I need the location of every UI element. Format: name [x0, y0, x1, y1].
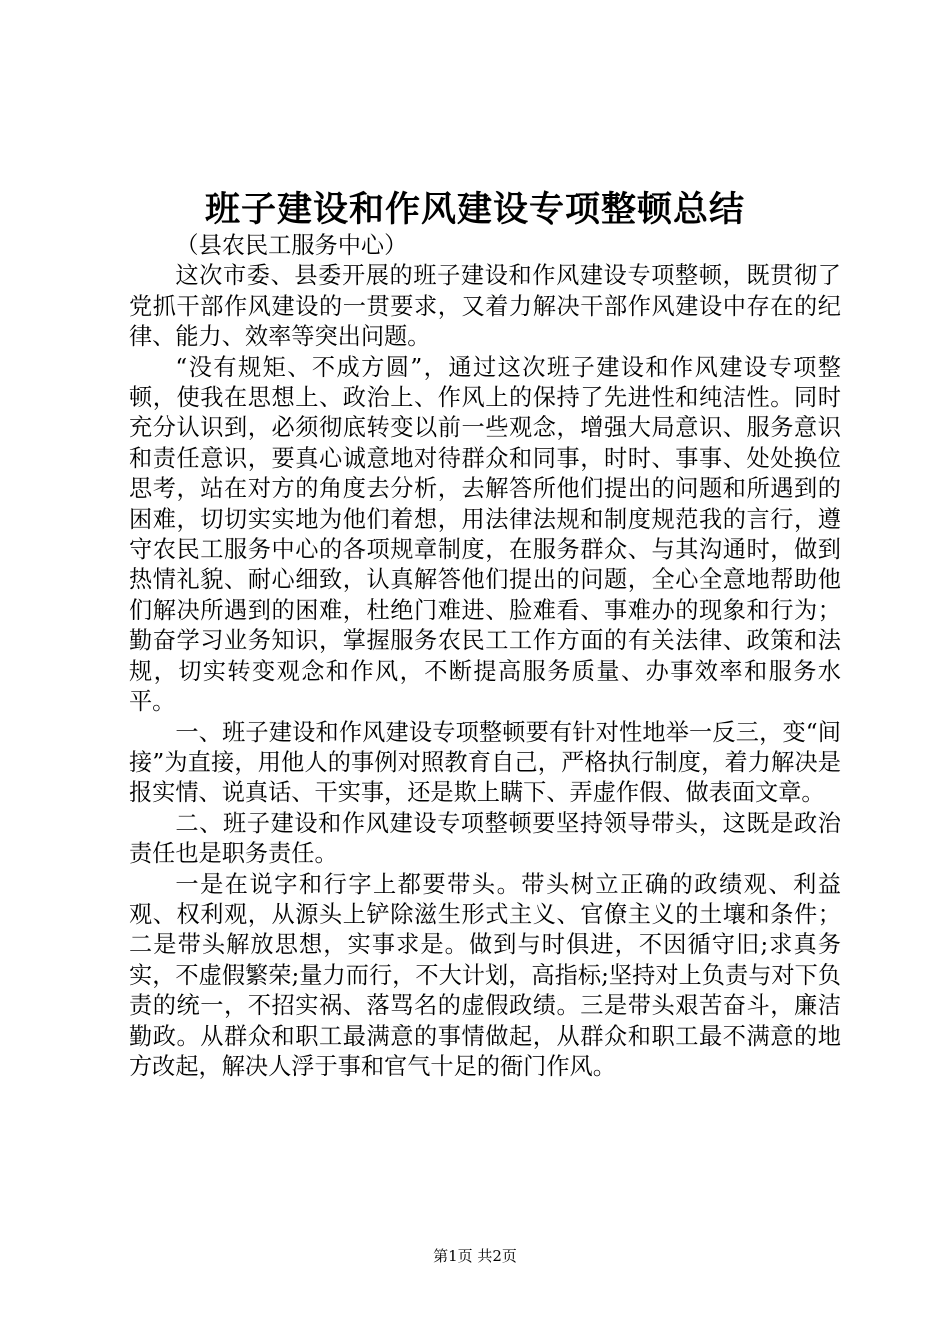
document-body [129, 231, 841, 1082]
paragraph-1: 这次市委、县委开展的班子建设和作风建设专项整顿，既贯彻了党抓干部作风建设的一贯要求，又着力解决干部作风建设中存在的纪律、能力、效率等突出问题。 [129, 262, 841, 351]
document-subtitle: （县农民工服务中心） [175, 232, 408, 259]
paragraph-3: 一、班子建设和作风建设专项整顿要有针对性地举一反三，变“间接”为直接，用他人的事例对照教育自己，严格执行制度，着力解决是报实情、说真话、干实事，还是欺上瞒下、弄虚作假、做表面文章。 [129, 718, 841, 807]
document-title: 班子建设和作风建设专项整顿总结 [204, 189, 745, 230]
paragraph-4: 二、班子建设和作风建设专项整顿要坚持领导带头，这既是政治责任也是职务责任。 [129, 809, 841, 868]
paragraph-5: 一是在说字和行字上都要带头。带头树立正确的政绩观、利益观、权利观，从源头上铲除滋生形式主义、官僚主义的土壤和条件；二是带头解放思想，实事求是。做到与时俱进，不因循守旧;求真务实，不虚假繁荣;量力而行，不大计划，高指标;坚持对上负责与对下负责的统一，不招实祸、落骂名的虚假政绩。三是带头艰苦奋斗，廉洁勤政。从群众和职工最满意的事情做起，从群众和职工最不满意的地方改起，解决人浮于事和官气十足的衙门作风。 [129, 870, 841, 1080]
page-footer: 第1页 共2页 [433, 1247, 517, 1265]
paragraph-2: “没有规矩、不成方圆”，通过这次班子建设和作风建设专项整顿，使我在思想上、政治上、作风上的保持了先进性和纯洁性。同时充分认识到，必须彻底转变以前一些观念，增强大局意识、服务意识和责任意识，要真心诚意地对待群众和同事，时时、事事、处处换位思考，站在对方的角度去分析，去解答所他们提出的问题和所遇到的困难，切切实实地为他们着想，用法律法规和制度规范我的言行，遵守农民工服务中心的各项规章制度，在服务群众、与其沟通时，做到热情礼貌、耐心细致，认真解答他们提出的问题，全心全意地帮助他们解决所遇到的困难，杜绝门难进、脸难看、事难办的现象和行为；勤奋学习业务知识，掌握服务农民工工作方面的有关法律、政策和法规，切实转变观念和作风，不断提高服务质量、办事效率和服务水平。 [129, 353, 841, 716]
